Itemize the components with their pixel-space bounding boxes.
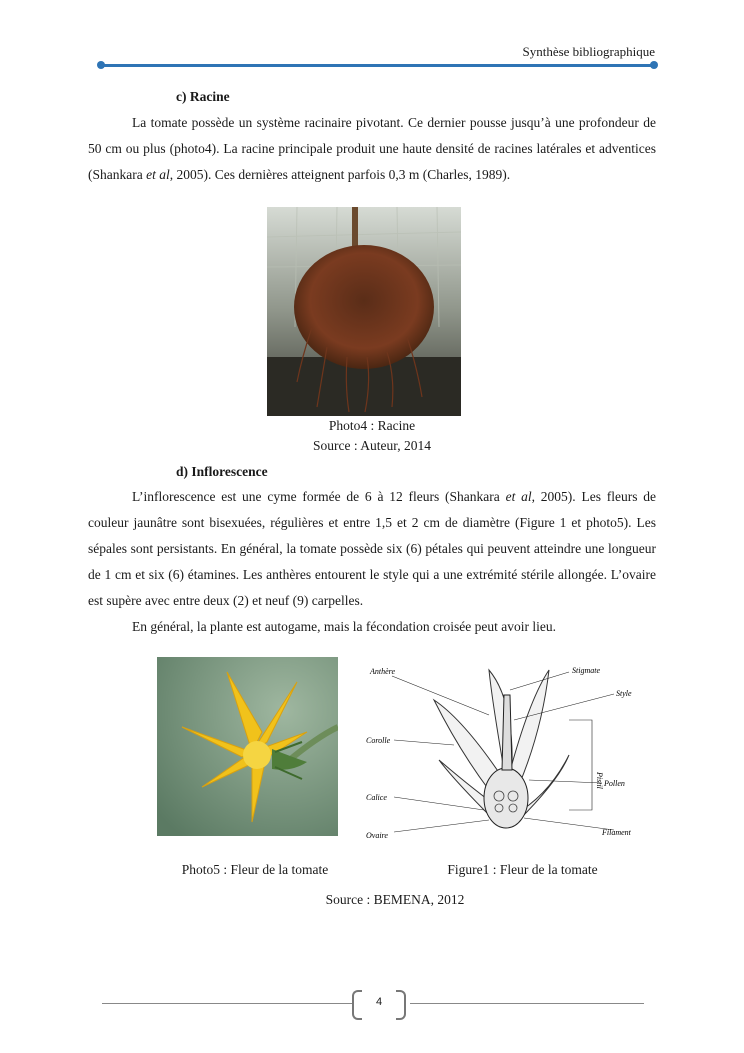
- label-anthere: Anthère: [370, 667, 396, 676]
- label-corolle: Corolle: [366, 736, 391, 745]
- inflorescence-text-run-0: L’inflorescence est une cyme formée de 6 à 12 fleurs (Shankara: [132, 489, 506, 504]
- photo-racine: [267, 207, 461, 416]
- label-ovaire: Ovaire: [366, 831, 388, 840]
- figure-source: Source : BEMENA, 2012: [325, 892, 465, 907]
- flower-photo-image: [157, 657, 338, 836]
- paragraph-racine: [88, 110, 656, 188]
- paragraph-inflorescence: [88, 484, 656, 614]
- header-rule-left-dot: [97, 61, 105, 69]
- ovary: [484, 768, 528, 828]
- petal-right: [509, 670, 549, 785]
- figure-fleur-diagram: [364, 660, 644, 845]
- header-rule: [101, 64, 654, 67]
- section-heading-racine: c) Racine: [176, 89, 230, 104]
- section-heading-inflorescence: d) Inflorescence: [176, 464, 268, 479]
- header-rule-right-dot: [650, 61, 658, 69]
- root-photo-image: [267, 207, 461, 416]
- running-header-title: Synthèse bibliographique: [522, 44, 655, 59]
- style-column: [502, 695, 512, 770]
- paragraph-autogamie: En général, la plante est autogame, mais la fécondation croisée peut avoir lieu.: [132, 619, 556, 634]
- footer-line-left: [102, 1003, 352, 1004]
- footer-line-right: [410, 1003, 644, 1004]
- photo5-caption: Photo5 : Fleur de la tomate: [181, 862, 329, 877]
- figure1-caption: Figure1 : Fleur de la tomate: [447, 862, 598, 877]
- photo-fleur: [157, 657, 338, 836]
- page-number: 4: [375, 996, 383, 1008]
- label-style: Style: [616, 689, 632, 698]
- label-pollen: Pollen: [604, 779, 625, 788]
- inflorescence-text-run-1: et al: [505, 489, 532, 504]
- label-calice: Calice: [366, 793, 387, 802]
- footer-bracket-right: [396, 990, 406, 1020]
- photo4-caption: Photo4 : Racine: [328, 418, 416, 433]
- label-filament: Filament: [602, 828, 631, 837]
- inflorescence-text-run-2: , 2005). Les fleurs de couleur jaunâtre sont bisexuées, régulières et entre 1,5 et 2 cm de diamètre (Figure 1 et photo5). Les sépales sont persistants. En général, la tomate possède six (6) pétales qui peuvent atteindre une longueur de 1 cm et six (6) étamines. Les anthères entourent le style qui a une extrémité stérile allongée. L’ovaire est supère avec entre deux (2) et neuf (9) carpelles.: [88, 489, 657, 608]
- footer-bracket-left: [352, 990, 362, 1020]
- label-stigmate: Stigmate: [572, 666, 600, 675]
- racine-text-run-1: et al: [146, 167, 170, 182]
- label-pistil: Pistil: [595, 772, 604, 789]
- racine-text-run-0: La tomate possède un système racinaire pivotant. Ce dernier pousse jusqu’à une profondeur de 50 cm ou plus (photo4). La racine principale produit une haute densité de racines latérales et adventices (Shankara: [88, 115, 656, 182]
- photo4-source: Source : Auteur, 2014: [313, 438, 431, 453]
- racine-text-run-2: , 2005). Ces dernières atteignent parfois 0,3 m (Charles, 1989).: [169, 167, 511, 182]
